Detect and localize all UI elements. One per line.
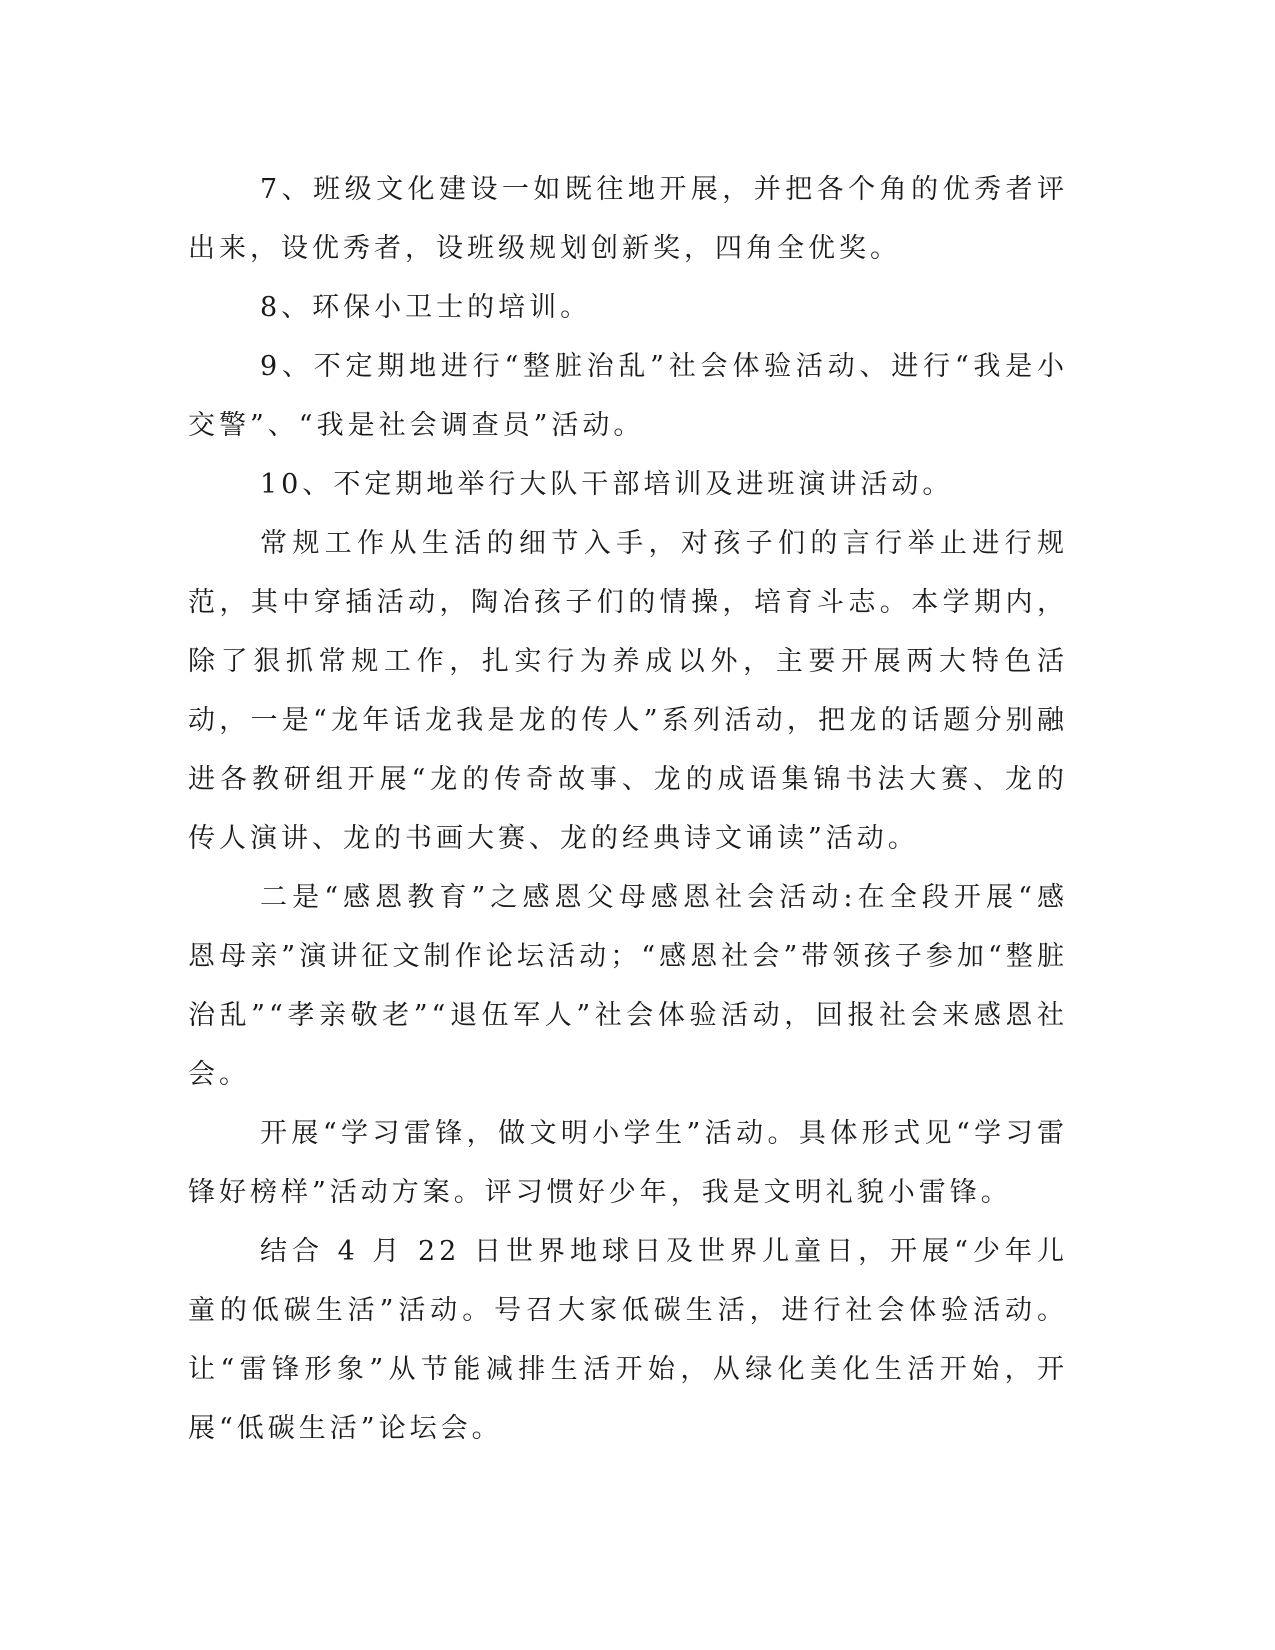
- paragraph-item-7: 7、班级文化建设一如既往地开展，并把各个角的优秀者评出来，设优秀者，设班级规划创新奖，四角全优奖。: [188, 174, 1068, 264]
- paragraph-item-9: 9、不定期地进行“整脏治乱”社会体验活动、进行“我是小交警”、“我是社会调查员”活动。: [188, 351, 1068, 441]
- paragraph-item-8: 8、环保小卫士的培训。: [260, 292, 592, 323]
- paragraph-low-carbon-life: 结合 4 月 22 日世界地球日及世界儿童日，开展“少年儿童的低碳生活”活动。号召大家低碳生活，进行社会体验活动。让“雷锋形象”从节能减排生活开始，从绿化美化生活开始，开展“低碳生活”论坛会。: [188, 1236, 1068, 1444]
- document-body: [188, 160, 1068, 1458]
- paragraph-learn-from-leifeng: 开展“学习雷锋，做文明小学生”活动。具体形式见“学习雷锋好榜样”活动方案。评习惯好少年，我是文明礼貌小雷锋。: [188, 1118, 1068, 1208]
- paragraph-gratitude-education: 二是“感恩教育”之感恩父母感恩社会活动:在全段开展“感恩母亲”演讲征文制作论坛活动；“感恩社会”带领孩子参加“整脏治乱”“孝亲敬老”“退伍军人”社会体验活动，回报社会来感恩社会。: [188, 882, 1068, 1090]
- paragraph-routine-work: 常规工作从生活的细节入手，对孩子们的言行举止进行规范，其中穿插活动，陶冶孩子们的情操，培育斗志。本学期内，除了狠抓常规工作，扎实行为养成以外，主要开展两大特色活动，一是“龙年话龙我是龙的传人”系列活动，把龙的话题分别融进各教研组开展“龙的传奇故事、龙的成语集锦书法大赛、龙的传人演讲、龙的书画大赛、龙的经典诗文诵读”活动。: [188, 528, 1068, 854]
- paragraph-item-10: 10、不定期地举行大队干部培训及进班演讲活动。: [260, 469, 954, 500]
